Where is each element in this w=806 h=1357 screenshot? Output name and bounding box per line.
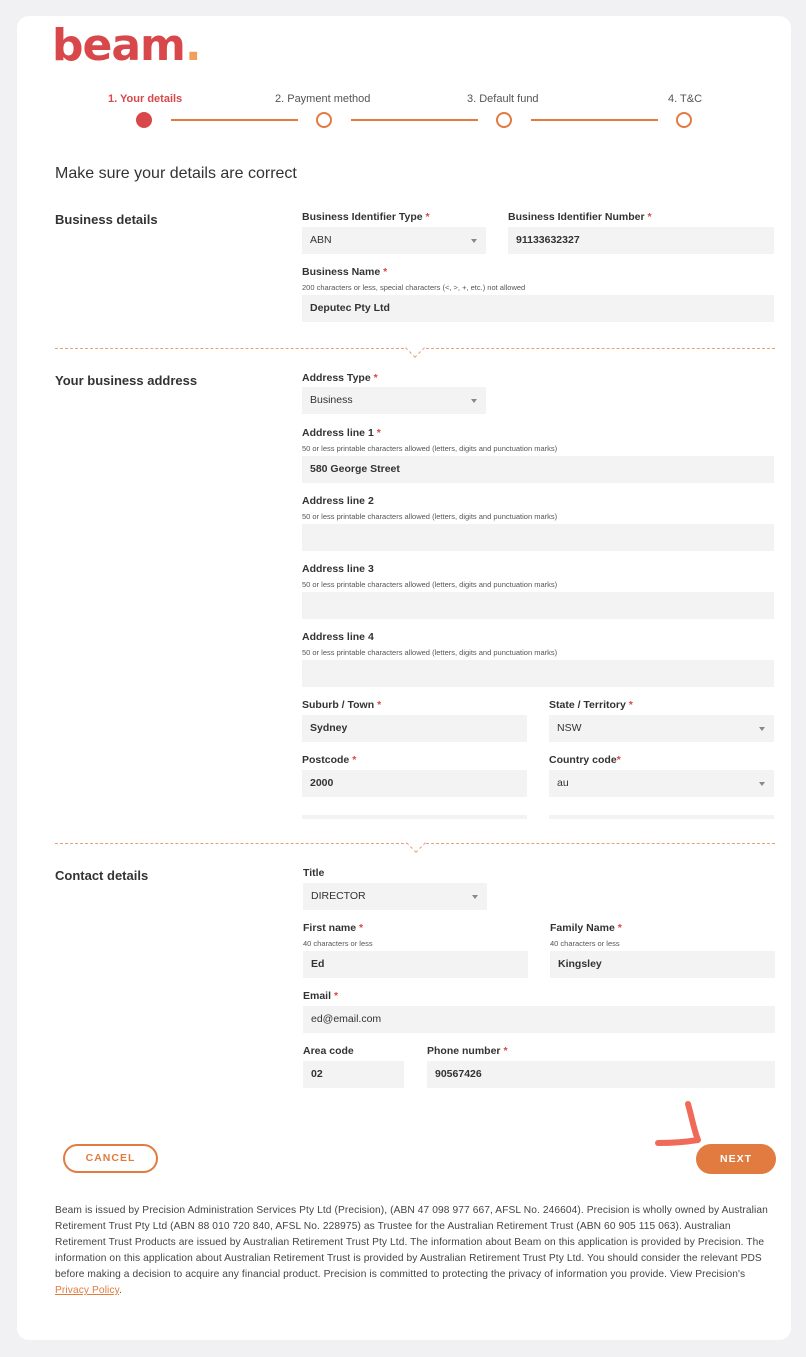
state-value: NSW — [557, 722, 582, 734]
privacy-policy-link[interactable]: Privacy Policy — [55, 1285, 120, 1296]
title-select[interactable] — [303, 883, 487, 910]
postcode-input[interactable]: 2000 — [302, 770, 527, 797]
step-label-tc: 4. T&C — [668, 93, 703, 105]
title-label: Title — [303, 867, 325, 879]
family-name-label: Family Name * — [550, 922, 622, 934]
step-connector — [171, 119, 298, 121]
address-line1-label: Address line 1 * — [302, 427, 381, 439]
address-line1-hint: 50 or less printable characters allowed (letters, digits and punctuation marks) — [302, 444, 558, 453]
chevron-down-icon — [471, 239, 477, 243]
chevron-down-icon — [759, 727, 765, 731]
step-connector — [351, 119, 478, 121]
phone-number-label: Phone number * — [427, 1045, 508, 1057]
chevron-down-icon — [471, 399, 477, 403]
email-input[interactable]: ed@email.com — [303, 1006, 775, 1033]
step-dot-payment-method[interactable] — [316, 112, 332, 128]
first-name-input[interactable]: Ed — [303, 951, 528, 978]
family-name-hint: 40 characters or less — [550, 939, 620, 948]
page-headline: Make sure your details are correct — [55, 165, 297, 182]
step-label-default-fund: 3. Default fund — [467, 93, 539, 105]
business-name-hint: 200 characters or less, special characters (<, >, +, etc.) not allowed — [302, 283, 526, 292]
business-name-input[interactable]: Deputec Pty Ltd — [302, 295, 774, 322]
suburb-input[interactable]: Sydney — [302, 715, 527, 742]
suburb-label: Suburb / Town * — [302, 699, 382, 711]
step-label-your-details: 1. Your details — [108, 93, 183, 105]
address-line2-label: Address line 2 — [302, 495, 374, 507]
legal-disclaimer — [55, 1203, 777, 1299]
area-code-label: Area code — [303, 1045, 354, 1057]
address-line2-hint: 50 or less printable characters allowed (letters, digits and punctuation marks) — [302, 512, 558, 521]
beam-logo[interactable] — [52, 20, 201, 71]
section-title-contact: Contact details — [55, 868, 149, 883]
step-dot-tc[interactable] — [676, 112, 692, 128]
address-type-value: Business — [310, 394, 353, 406]
business-name-label: Business Name * — [302, 266, 388, 278]
address-line3-label: Address line 3 — [302, 563, 374, 575]
first-name-label: First name * — [303, 922, 364, 934]
state-select[interactable] — [549, 715, 774, 742]
address-type-select[interactable] — [302, 387, 486, 414]
phone-number-input[interactable]: 90567426 — [427, 1061, 775, 1088]
chevron-down-icon — [472, 895, 478, 899]
disclaimer-end: . — [119, 1285, 122, 1296]
step-label-payment-method: 2. Payment method — [275, 93, 371, 105]
hidden-field-edge — [302, 815, 527, 819]
first-name-hint: 40 characters or less — [303, 939, 373, 948]
postcode-label: Postcode * — [302, 754, 357, 766]
address-type-label: Address Type * — [302, 372, 378, 384]
step-connector — [531, 119, 658, 121]
address-line4-hint: 50 or less printable characters allowed (letters, digits and punctuation marks) — [302, 648, 558, 657]
id-type-value: ABN — [310, 234, 332, 246]
address-line4-label: Address line 4 — [302, 631, 374, 643]
cancel-button[interactable]: CANCEL — [63, 1144, 158, 1173]
disclaimer-text: Beam is issued by Precision Administration Services Pty Ltd (Precision), (ABN 47 098 977 667, AFSL No. 246604). Precision is wholly owned by Australian Retirement Trust Pty Ltd (ABN 88 010 720 840, AFSL No. 228975) as Trustee for the Australian Retirement Trust (ABN 60 905 115 063). Australian Retirement Trust Products are issued by Australian Retirement Trust Pty Ltd. The information about Beam on this application is provided by Precision. The information on this application about Australian Retirement Trust is provided by Australian Retirement Trust Pty Ltd. You should consider the relevant PDS before making a decision to acquire any financial product. Precision is committed to protecting the privacy of information you provide. View Precision's — [55, 1205, 768, 1280]
family-name-input[interactable]: Kingsley — [550, 951, 775, 978]
id-number-input[interactable]: 91133632327 — [508, 227, 774, 254]
chevron-down-icon — [759, 782, 765, 786]
section-title-address: Your business address — [55, 373, 198, 388]
state-label: State / Territory * — [549, 699, 633, 711]
step-dot-your-details[interactable] — [136, 112, 152, 128]
address-line4-input[interactable] — [302, 660, 774, 687]
address-line1-input[interactable]: 580 George Street — [302, 456, 774, 483]
country-code-label: Country code* — [549, 754, 621, 766]
section-title-business: Business details — [55, 212, 158, 227]
logo-dot: . — [184, 20, 201, 71]
id-type-label: Business Identifier Type * — [302, 211, 430, 223]
area-code-input[interactable]: 02 — [303, 1061, 404, 1088]
title-value: DIRECTOR — [311, 890, 366, 902]
next-button[interactable]: NEXT — [696, 1144, 776, 1174]
hidden-field-edge — [549, 815, 774, 819]
id-type-select[interactable] — [302, 227, 486, 254]
address-line3-hint: 50 or less printable characters allowed (letters, digits and punctuation marks) — [302, 580, 558, 589]
email-label: Email * — [303, 990, 339, 1002]
country-code-value: au — [557, 777, 569, 789]
address-line3-input[interactable] — [302, 592, 774, 619]
logo-text: beam — [52, 20, 185, 71]
step-dot-default-fund[interactable] — [496, 112, 512, 128]
arrow-annotation-icon — [652, 1098, 706, 1152]
address-line2-input[interactable] — [302, 524, 774, 551]
country-code-select[interactable] — [549, 770, 774, 797]
id-number-label: Business Identifier Number * — [508, 211, 652, 223]
